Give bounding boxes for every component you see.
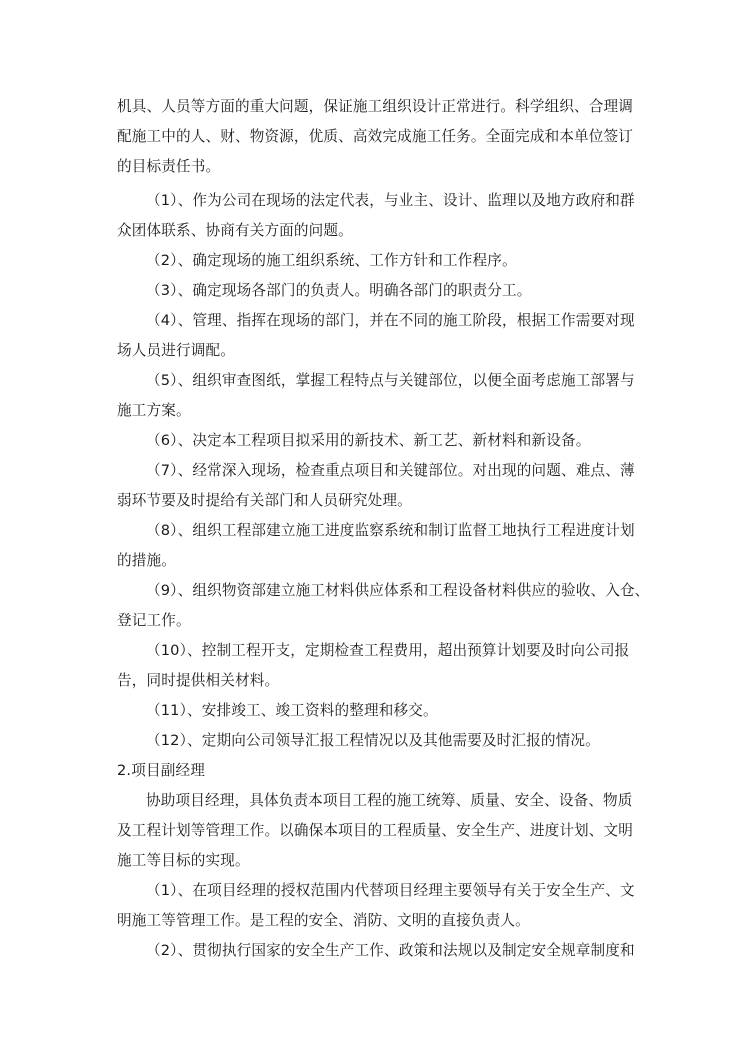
sub-item-1-line-1: （1）、在项目经理的授权范围内代替项目经理主要领导有关于安全生产、文 [146,882,635,899]
list-item-6: （6）、决定本工程项目拟采用的新技术、新工艺、新材料和新设备。 [146,432,591,449]
list-item-7-line-2: 弱环节要及时提给有关部门和人员研究处理。 [117,492,412,509]
list-item-5-line-2: 施工方案。 [117,402,191,419]
text-line: 的目标责任书。 [117,158,221,175]
text-line: 机具、人员等方面的重大问题，保证施工组织设计正常进行。科学组织、合理调 [117,98,634,115]
list-item-9-line-2: 登记工作。 [117,612,191,629]
list-item-3: （3）、确定现场各部门的负责人。明确各部门的职责分工。 [146,282,532,299]
sub-item-1-line-2: 明施工等管理工作。是工程的安全、消防、文明的直接负责人。 [117,912,530,929]
paragraph-line: 施工等目标的实现。 [117,852,250,869]
sub-item-2-line-1: （2）、贯彻执行国家的安全生产工作、政策和法规以及制定安全规章制度和 [146,942,635,959]
list-item-11: （11）、安排竣工、竣工资料的整理和移交。 [146,702,438,719]
list-item-4-line-2: 场人员进行调配。 [117,342,235,359]
list-item-2: （2）、确定现场的施工组织系统、工作方针和工作程序。 [146,252,517,269]
paragraph-line: 协助项目经理，具体负责本项目工程的施工统筹、质量、安全、设备、物质 [146,792,633,809]
text-line: 配施工中的人、财、物资源，优质、高效完成施工任务。全面完成和本单位签订 [117,128,634,145]
list-item-1-line-2: 众团体联系、协商有关方面的问题。 [117,222,353,239]
list-item-10-line-1: （10）、控制工程开支，定期检查工程费用，超出预算计划要及时向公司报 [146,642,630,659]
list-item-5-line-1: （5）、组织审查图纸，掌握工程特点与关键部位，以便全面考虑施工部署与 [146,372,635,389]
list-item-7-line-1: （7）、经常深入现场，检查重点项目和关键部位。对出现的问题、难点、薄 [146,462,635,479]
list-item-4-line-1: （4）、管理、指挥在现场的部门，并在不同的施工阶段，根据工作需要对现 [146,312,635,329]
list-item-9-line-1: （9）、组织物资部建立施工材料供应体系和工程设备材料供应的验收、入仓、 [146,582,650,599]
list-item-8-line-2: 的措施。 [117,552,176,569]
section-heading: 2.项目副经理 [117,762,205,779]
list-item-1-line-1: （1）、作为公司在现场的法定代表，与业主、设计、监理以及地方政府和群 [146,192,635,209]
list-item-10-line-2: 告，同时提供相关材料。 [117,672,280,689]
list-item-8-line-1: （8）、组织工程部建立施工进度监察系统和制订监督工地执行工程进度计划 [146,522,635,539]
paragraph-line: 及工程计划等管理工作。以确保本项目的工程质量、安全生产、进度计划、文明 [117,822,634,839]
list-item-12: （12）、定期向公司领导汇报工程情况以及其他需要及时汇报的情况。 [146,732,600,749]
